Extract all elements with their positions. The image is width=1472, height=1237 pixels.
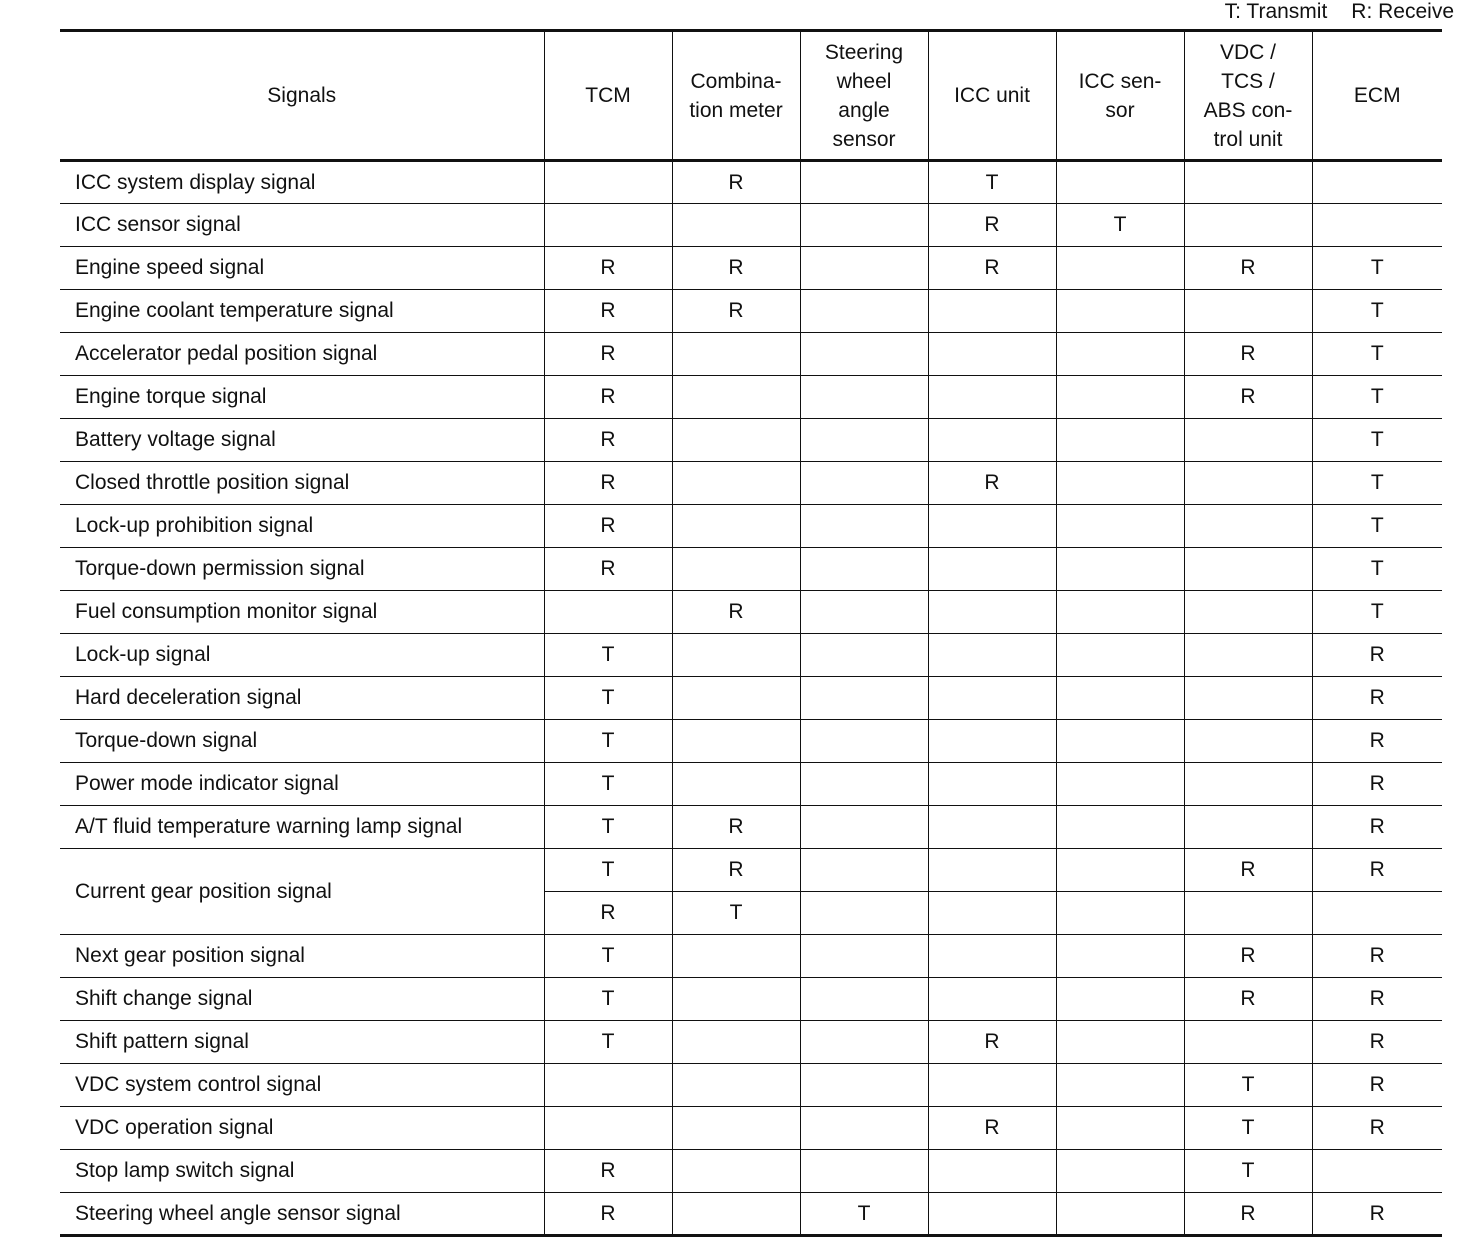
signal-name: Lock-up prohibition signal [60, 505, 544, 548]
column-header-line: wheel [836, 69, 892, 93]
cell-tcm: R [544, 333, 672, 376]
column-header-line: tion meter [689, 98, 783, 122]
cell-combination-meter [672, 763, 800, 806]
table-row [60, 591, 1442, 634]
cell-ecm: T [1312, 505, 1442, 548]
cell-tcm: T [544, 677, 672, 720]
cell-icc-sensor [1056, 763, 1184, 806]
cell-vdc-tcs-abs: R [1184, 935, 1312, 978]
cell-steering-wheel-angle-sensor [800, 247, 928, 290]
cell-icc-sensor [1056, 1064, 1184, 1107]
cell-steering-wheel-angle-sensor [800, 935, 928, 978]
cell-steering-wheel-angle-sensor: T [800, 1193, 928, 1236]
cell-icc-sensor [1056, 419, 1184, 462]
cell-ecm: R [1312, 763, 1442, 806]
table-row [60, 763, 1442, 806]
cell-steering-wheel-angle-sensor [800, 677, 928, 720]
cell-steering-wheel-angle-sensor [800, 1064, 928, 1107]
legend-receive: R: Receive [1351, 0, 1454, 23]
table-row [60, 634, 1442, 677]
cell-combination-meter [672, 204, 800, 247]
cell-combination-meter [672, 505, 800, 548]
column-header-line: ABS con- [1203, 98, 1293, 122]
table-row [60, 677, 1442, 720]
table-row [60, 806, 1442, 849]
cell-vdc-tcs-abs: T [1184, 1064, 1312, 1107]
cell-icc-sensor [1056, 591, 1184, 634]
signal-name: Steering wheel angle sensor signal [60, 1193, 544, 1236]
cell-ecm: R [1312, 806, 1442, 849]
cell-icc-unit: R [928, 462, 1056, 505]
signal-name: Power mode indicator signal [60, 763, 544, 806]
cell-ecm: R [1312, 677, 1442, 720]
table-row [60, 1064, 1442, 1107]
cell-vdc-tcs-abs: R [1184, 978, 1312, 1021]
cell-combination-meter: T [672, 892, 800, 935]
cell-steering-wheel-angle-sensor [800, 720, 928, 763]
signal-name: VDC operation signal [60, 1107, 544, 1150]
cell-icc-unit [928, 419, 1056, 462]
cell-vdc-tcs-abs [1184, 548, 1312, 591]
cell-ecm: R [1312, 1193, 1442, 1236]
table-row [60, 978, 1442, 1021]
cell-vdc-tcs-abs [1184, 720, 1312, 763]
cell-combination-meter [672, 634, 800, 677]
column-header-ecm [1312, 31, 1442, 161]
signal-name: Battery voltage signal [60, 419, 544, 462]
cell-ecm: T [1312, 548, 1442, 591]
cell-icc-sensor [1056, 978, 1184, 1021]
cell-ecm: R [1312, 1107, 1442, 1150]
table-row [60, 247, 1442, 290]
cell-ecm: R [1312, 1064, 1442, 1107]
cell-tcm: R [544, 290, 672, 333]
signal-name: Shift pattern signal [60, 1021, 544, 1064]
cell-tcm [544, 204, 672, 247]
cell-icc-sensor [1056, 376, 1184, 419]
cell-icc-sensor [1056, 1193, 1184, 1236]
cell-vdc-tcs-abs [1184, 419, 1312, 462]
signal-name: VDC system control signal [60, 1064, 544, 1107]
cell-icc-unit [928, 849, 1056, 892]
column-header-line: Signals [267, 84, 337, 107]
cell-tcm: R [544, 1150, 672, 1193]
cell-icc-sensor [1056, 1021, 1184, 1064]
cell-icc-sensor [1056, 548, 1184, 591]
cell-icc-sensor [1056, 333, 1184, 376]
column-header-tcm [544, 31, 672, 161]
cell-tcm: R [544, 462, 672, 505]
cell-tcm: T [544, 978, 672, 1021]
cell-combination-meter [672, 1021, 800, 1064]
signal-name: Hard deceleration signal [60, 677, 544, 720]
cell-combination-meter [672, 1150, 800, 1193]
cell-icc-sensor [1056, 634, 1184, 677]
cell-ecm: R [1312, 634, 1442, 677]
cell-combination-meter [672, 548, 800, 591]
table-row [60, 161, 1442, 204]
column-header-vdc-tcs-abs [1184, 31, 1312, 161]
cell-tcm: R [544, 419, 672, 462]
cell-combination-meter [672, 978, 800, 1021]
cell-tcm: R [544, 247, 672, 290]
cell-icc-unit [928, 591, 1056, 634]
cell-combination-meter: R [672, 806, 800, 849]
cell-combination-meter: R [672, 290, 800, 333]
cell-tcm: R [544, 505, 672, 548]
signal-name: A/T fluid temperature warning lamp signal [60, 806, 544, 849]
signal-name: Engine torque signal [60, 376, 544, 419]
signal-name: Engine coolant temperature signal [60, 290, 544, 333]
cell-icc-sensor [1056, 1107, 1184, 1150]
cell-ecm [1312, 892, 1442, 935]
cell-icc-sensor [1056, 247, 1184, 290]
column-header-line: VDC / [1219, 40, 1276, 64]
cell-icc-unit [928, 892, 1056, 935]
cell-steering-wheel-angle-sensor [800, 204, 928, 247]
cell-tcm [544, 161, 672, 204]
cell-icc-sensor [1056, 677, 1184, 720]
cell-ecm [1312, 161, 1442, 204]
cell-icc-unit [928, 634, 1056, 677]
cell-combination-meter: R [672, 247, 800, 290]
cell-icc-unit: R [928, 204, 1056, 247]
cell-vdc-tcs-abs [1184, 806, 1312, 849]
cell-vdc-tcs-abs [1184, 462, 1312, 505]
signal-table [60, 29, 1442, 1237]
cell-vdc-tcs-abs: R [1184, 333, 1312, 376]
cell-tcm: T [544, 720, 672, 763]
cell-icc-unit [928, 333, 1056, 376]
cell-combination-meter: R [672, 161, 800, 204]
cell-icc-unit [928, 505, 1056, 548]
signal-name: ICC sensor signal [60, 204, 544, 247]
cell-icc-unit [928, 677, 1056, 720]
cell-vdc-tcs-abs [1184, 763, 1312, 806]
column-header-line: TCS / [1221, 69, 1275, 93]
column-header-steering-wheel-angle-sensor [800, 31, 928, 161]
cell-steering-wheel-angle-sensor [800, 1107, 928, 1150]
column-header-line: ICC unit [954, 84, 1030, 107]
cell-icc-unit [928, 548, 1056, 591]
column-header-icc-sensor [1056, 31, 1184, 161]
cell-steering-wheel-angle-sensor [800, 1021, 928, 1064]
table-body [60, 161, 1442, 1236]
cell-steering-wheel-angle-sensor [800, 161, 928, 204]
cell-tcm: T [544, 763, 672, 806]
cell-ecm: T [1312, 462, 1442, 505]
cell-icc-sensor [1056, 935, 1184, 978]
cell-steering-wheel-angle-sensor [800, 634, 928, 677]
table-row [60, 1021, 1442, 1064]
cell-ecm: T [1312, 376, 1442, 419]
table-row [60, 935, 1442, 978]
table-row [60, 505, 1442, 548]
cell-icc-unit [928, 935, 1056, 978]
cell-icc-unit [928, 763, 1056, 806]
cell-tcm: T [544, 634, 672, 677]
cell-icc-unit [928, 1064, 1056, 1107]
cell-steering-wheel-angle-sensor [800, 1150, 928, 1193]
cell-combination-meter [672, 419, 800, 462]
signal-name: Next gear position signal [60, 935, 544, 978]
cell-tcm: T [544, 806, 672, 849]
cell-combination-meter [672, 677, 800, 720]
cell-steering-wheel-angle-sensor [800, 333, 928, 376]
cell-vdc-tcs-abs: R [1184, 376, 1312, 419]
cell-vdc-tcs-abs [1184, 505, 1312, 548]
cell-vdc-tcs-abs [1184, 677, 1312, 720]
cell-combination-meter [672, 376, 800, 419]
cell-icc-unit: T [928, 161, 1056, 204]
table-row [60, 1150, 1442, 1193]
cell-vdc-tcs-abs [1184, 161, 1312, 204]
column-header-line: Steering [824, 40, 904, 64]
cell-vdc-tcs-abs [1184, 1021, 1312, 1064]
cell-steering-wheel-angle-sensor [800, 892, 928, 935]
cell-steering-wheel-angle-sensor [800, 806, 928, 849]
cell-icc-sensor [1056, 892, 1184, 935]
cell-vdc-tcs-abs: R [1184, 1193, 1312, 1236]
cell-combination-meter: R [672, 849, 800, 892]
cell-vdc-tcs-abs: R [1184, 247, 1312, 290]
cell-tcm [544, 1064, 672, 1107]
column-header-line: ECM [1353, 84, 1401, 107]
cell-tcm [544, 1107, 672, 1150]
cell-icc-sensor [1056, 1150, 1184, 1193]
cell-vdc-tcs-abs: T [1184, 1150, 1312, 1193]
column-header-line: sor [1105, 98, 1135, 122]
cell-icc-unit [928, 1150, 1056, 1193]
cell-combination-meter [672, 1064, 800, 1107]
cell-steering-wheel-angle-sensor [800, 548, 928, 591]
cell-ecm: T [1312, 419, 1442, 462]
cell-icc-unit: R [928, 247, 1056, 290]
column-header-line: angle [838, 98, 890, 122]
column-header-icc-unit [928, 31, 1056, 161]
cell-icc-sensor [1056, 806, 1184, 849]
cell-steering-wheel-angle-sensor [800, 849, 928, 892]
signal-name: Accelerator pedal position signal [60, 333, 544, 376]
table-row [60, 1107, 1442, 1150]
cell-steering-wheel-angle-sensor [800, 290, 928, 333]
column-header-line: ICC sen- [1078, 69, 1162, 93]
table-row [60, 376, 1442, 419]
table-header [60, 31, 1442, 161]
cell-ecm: T [1312, 591, 1442, 634]
cell-steering-wheel-angle-sensor [800, 505, 928, 548]
table-row [60, 548, 1442, 591]
cell-combination-meter [672, 1107, 800, 1150]
cell-ecm: R [1312, 849, 1442, 892]
signal-name: Stop lamp switch signal [60, 1150, 544, 1193]
cell-vdc-tcs-abs: T [1184, 1107, 1312, 1150]
cell-ecm: R [1312, 1021, 1442, 1064]
signal-name: Fuel consumption monitor signal [60, 591, 544, 634]
legend-transmit: T: Transmit [1224, 0, 1328, 23]
column-header-line: TCM [585, 84, 631, 107]
cell-icc-sensor [1056, 290, 1184, 333]
cell-icc-unit [928, 720, 1056, 763]
cell-icc-sensor: T [1056, 204, 1184, 247]
cell-vdc-tcs-abs [1184, 591, 1312, 634]
cell-combination-meter [672, 1193, 800, 1236]
cell-ecm: T [1312, 333, 1442, 376]
cell-tcm: R [544, 1193, 672, 1236]
cell-icc-unit [928, 978, 1056, 1021]
table-row [60, 290, 1442, 333]
table-row [60, 720, 1442, 763]
cell-tcm: R [544, 376, 672, 419]
cell-icc-unit [928, 290, 1056, 333]
signal-name: Closed throttle position signal [60, 462, 544, 505]
cell-combination-meter [672, 720, 800, 763]
signal-name: Current gear position signal [60, 849, 544, 935]
column-header-line: trol unit [1213, 127, 1283, 151]
signal-name: Torque-down permission signal [60, 548, 544, 591]
cell-tcm: R [544, 548, 672, 591]
cell-icc-sensor [1056, 720, 1184, 763]
table-row [60, 849, 1442, 892]
cell-vdc-tcs-abs [1184, 634, 1312, 677]
cell-icc-unit: R [928, 1107, 1056, 1150]
column-header-combination-meter [672, 31, 800, 161]
legend [1225, 0, 1454, 24]
cell-steering-wheel-angle-sensor [800, 591, 928, 634]
signal-name: Lock-up signal [60, 634, 544, 677]
column-header-line: sensor [832, 127, 896, 151]
table-row [60, 1193, 1442, 1236]
cell-icc-sensor [1056, 462, 1184, 505]
cell-steering-wheel-angle-sensor [800, 763, 928, 806]
table-row [60, 204, 1442, 247]
cell-icc-sensor [1056, 161, 1184, 204]
cell-ecm [1312, 204, 1442, 247]
table-row [60, 333, 1442, 376]
cell-vdc-tcs-abs [1184, 204, 1312, 247]
cell-icc-unit [928, 1193, 1056, 1236]
signal-name: Engine speed signal [60, 247, 544, 290]
cell-tcm [544, 591, 672, 634]
column-header-signals [60, 31, 544, 161]
cell-icc-unit [928, 376, 1056, 419]
cell-vdc-tcs-abs [1184, 290, 1312, 333]
cell-steering-wheel-angle-sensor [800, 419, 928, 462]
cell-tcm: T [544, 935, 672, 978]
cell-tcm: R [544, 892, 672, 935]
cell-icc-sensor [1056, 849, 1184, 892]
cell-vdc-tcs-abs: R [1184, 849, 1312, 892]
signal-name: ICC system display signal [60, 161, 544, 204]
cell-ecm [1312, 1150, 1442, 1193]
cell-icc-unit [928, 806, 1056, 849]
cell-ecm: T [1312, 247, 1442, 290]
cell-icc-unit: R [928, 1021, 1056, 1064]
cell-ecm: R [1312, 935, 1442, 978]
cell-vdc-tcs-abs [1184, 892, 1312, 935]
signal-name: Torque-down signal [60, 720, 544, 763]
cell-ecm: R [1312, 720, 1442, 763]
column-header-line: Combina- [690, 69, 782, 93]
cell-combination-meter [672, 935, 800, 978]
cell-steering-wheel-angle-sensor [800, 462, 928, 505]
cell-ecm: R [1312, 978, 1442, 1021]
cell-combination-meter: R [672, 591, 800, 634]
cell-ecm: T [1312, 290, 1442, 333]
cell-tcm: T [544, 1021, 672, 1064]
cell-tcm: T [544, 849, 672, 892]
table-row [60, 462, 1442, 505]
cell-icc-sensor [1056, 505, 1184, 548]
cell-steering-wheel-angle-sensor [800, 978, 928, 1021]
cell-combination-meter [672, 462, 800, 505]
signal-name: Shift change signal [60, 978, 544, 1021]
cell-combination-meter [672, 333, 800, 376]
cell-steering-wheel-angle-sensor [800, 376, 928, 419]
table-row [60, 419, 1442, 462]
